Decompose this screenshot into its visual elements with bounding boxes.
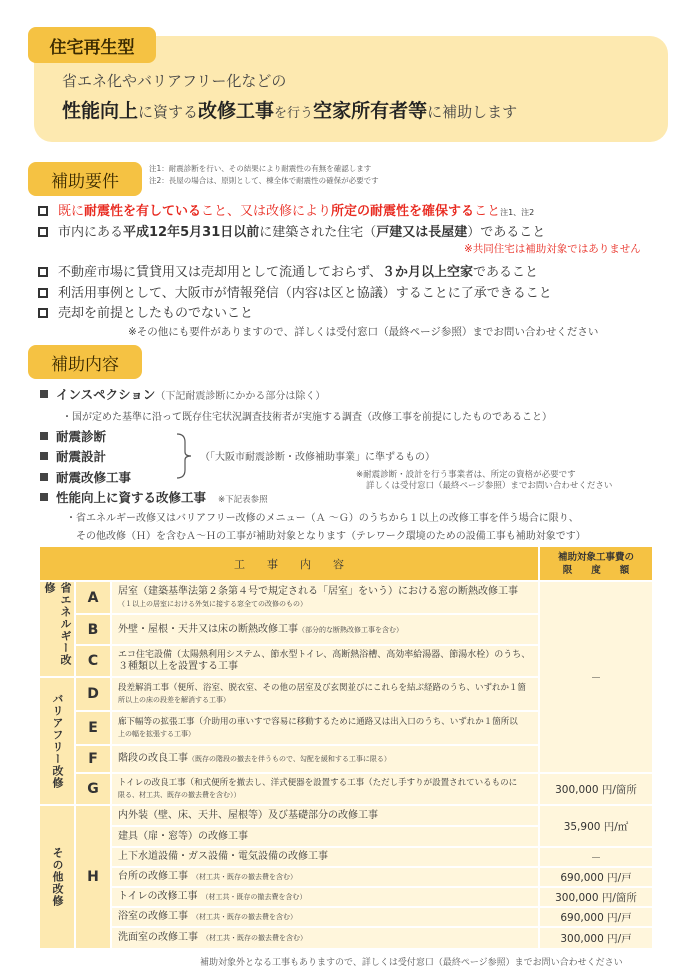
requirements-other: ※その他にも要件がありますので、詳しくは受付窓口（最終ページ参照）までお問い合わせください [128, 326, 599, 338]
content-perf: 性能向上に資する改修工事 ※下記表参照 [40, 488, 268, 506]
cost-h-6: 690,000 円/戸 [540, 908, 652, 926]
cost-g: 300,000 円/箇所 [540, 774, 652, 804]
table-row [40, 848, 652, 866]
table-row [40, 868, 652, 886]
hero-subtitle: 省エネ化やバリアフリー化などの [62, 72, 287, 90]
bullet-square-icon [40, 452, 48, 460]
hero-tag: 住宅再生型 [28, 27, 156, 63]
row-desc: エコ住宅設備（太陽熱利用システム、節水型トイレ、高断熱浴槽、高効率給湯器、節湯水栓）のうち、 ３種類以上を設置する工事 [112, 646, 538, 676]
hero-text-6: に補助します [427, 103, 518, 121]
table-row [40, 928, 652, 948]
content-seismic-diag: 耐震診断 [40, 427, 106, 445]
row-desc: 内外装（壁、床、天井、屋根等）及び基礎部分の改修工事 [112, 806, 538, 825]
category-other: その他改修 [40, 806, 74, 948]
table-header [40, 547, 652, 580]
inspection-desc: ・国が定めた基準に沿って既存住宅状況調査技術者が実施する調査（改修工事を前提にしたものであること） [62, 412, 552, 423]
row-letter: A [76, 582, 110, 613]
content-seismic-work: 耐震改修工事 [40, 468, 131, 486]
header-work: 工 事 内 容 [40, 547, 538, 580]
row-desc: 上下水道設備・ガス設備・電気設備の改修工事 [112, 848, 538, 866]
requirement-4: 利活用事例として、大阪市が情報発信（内容は区と協議）することに了承できること [38, 282, 552, 301]
row-desc: 段差解消工事（便所、浴室、脱衣室、その他の居室及び玄関並びにこれらを結ぶ経路のうち、いずれか１箇 所以上の床の段差を解消する工事） [112, 678, 538, 710]
content-seismic-design: 耐震設計 [40, 447, 106, 465]
requirement-1: 既に耐震性を有していること、又は改修により所定の耐震性を確保すること注1、注2 [38, 200, 534, 219]
bullet-square-icon [40, 432, 48, 440]
contents-tag: 補助内容 [28, 345, 142, 379]
row-desc: トイレの改修工事 （材工共・既存の撤去費を含む） [112, 888, 538, 906]
note-2: 注2：長屋の場合は、原則として、棟全体で耐震性の確保が必要です [149, 176, 379, 185]
table-row [40, 774, 652, 804]
row-desc: 階段の改良工事 （既存の階段の撤去を伴うもので、勾配を緩和する工事に限る） [112, 746, 538, 772]
checkbox-icon [38, 267, 48, 277]
requirements-tag: 補助要件 [28, 162, 142, 196]
category-energy: 省エネルギー改修 [40, 582, 74, 676]
row-desc: 外壁・屋根・天井又は床の断熱改修工事 （部分的な断熱改修工事を含む） [112, 615, 538, 644]
row-letter: D [76, 678, 110, 710]
row-letter: C [76, 646, 110, 676]
row-desc: 台所の改修工事 （材工共・既存の撤去費を含む） [112, 868, 538, 886]
requirement-2: 市内にある平成12年5月31日以前に建築された住宅（戸建又は長屋建）であること [38, 221, 545, 240]
bullet-square-icon [40, 390, 48, 398]
row-desc: 廊下幅等の拡張工事（介助用の車いすで容易に移動するために通路又は出入口のうち、いずれか１箇所以 上の幅を拡張する工事） [112, 712, 538, 744]
hero-perf: 性能向上 [62, 100, 139, 122]
checkbox-icon [38, 206, 48, 216]
row-desc: 居室（建築基準法第２条第４号で規定される「居室」をいう）における窓の断熱改修工事 （１以上の居室における外気に接する窓全ての改修のもの） [112, 582, 538, 613]
hero-text-4: を行う [274, 106, 314, 121]
row-letter: B [76, 615, 110, 644]
note-1: 注1：耐震診断を行い、その結果により耐震性の有無を確認します [149, 164, 372, 173]
seismic-bracket-text: （「大阪市耐震診断・改修補助事業」に準ずるもの） [200, 452, 435, 463]
bullet-square-icon [40, 473, 48, 481]
table-row [40, 908, 652, 926]
checkbox-icon [38, 308, 48, 318]
requirement-3: 不動産市場に賃貸用又は売却用として流通しておらず、３か月以上空家であること [38, 261, 538, 280]
cost-a-to-f: － [540, 582, 652, 772]
row-desc: 浴室の改修工事 （材工共・既存の撤去費を含む） [112, 908, 538, 926]
seismic-note-2: 詳しくは受付窓口（最終ページ参照）までお問い合わせください [366, 481, 613, 491]
footer-note: 補助対象外となる工事もありますので、詳しくは受付窓口（最終ページ参照）までお問い合わせください [200, 958, 623, 968]
cost-h-1-2: 35,900 円/㎡ [540, 806, 652, 846]
checkbox-icon [38, 227, 48, 237]
header-cost: 補助対象工事費の 限 度 額 [540, 547, 652, 580]
table-row [40, 888, 652, 906]
hero-owner: 空家所有者等 [313, 100, 428, 122]
row-desc: 洗面室の改修工事 （材工共・既存の撤去費を含む） [112, 928, 538, 948]
hero-text-2: に資する [138, 103, 199, 121]
hero-work: 改修工事 [198, 100, 275, 122]
cost-h-7: 300,000 円/戸 [540, 928, 652, 948]
seismic-note-1: ※耐震診断・設計を行う事業者は、所定の資格が必要です [356, 470, 576, 480]
category-barrier: バリアフリー改修 [40, 678, 74, 804]
cost-h-5: 300,000 円/箇所 [540, 888, 652, 906]
row-letter: F [76, 746, 110, 772]
requirement-2-note: ※共同住宅は補助対象ではありません [464, 243, 641, 255]
requirements-notes [149, 163, 379, 187]
requirement-5: 売却を前提としたものでないこと [38, 302, 253, 321]
checkbox-icon [38, 288, 48, 298]
row-letter: G [76, 774, 110, 804]
hero-headline [62, 96, 517, 123]
bullet-square-icon [40, 493, 48, 501]
cost-h-3: － [540, 848, 652, 866]
perf-desc-2: その他改修（Ｈ）を含むＡ～Ｈの工事が補助対象となります（テレワーク環境のための設備工事も補助対象です） [76, 531, 586, 542]
content-inspection: インスペクション（下記耐震診断にかかる部分は除く） [40, 385, 325, 403]
perf-desc-1: ・省エネルギー改修又はバリアフリー改修のメニュー（Ａ ～Ｇ）のうちから１以上の改修工事を伴う場合に限り、 [66, 513, 579, 524]
row-desc: トイレの改良工事（和式便所を撤去し、洋式便器を設置する工事（ただし手すりが設置されているものに 限る、材工共、既存の撤去費を含む）） [112, 774, 538, 804]
row-letter-h: H [76, 806, 110, 948]
cost-h-4: 690,000 円/戸 [540, 868, 652, 886]
row-letter: E [76, 712, 110, 744]
bracket-icon [175, 432, 195, 480]
row-desc: 建具（扉・窓等）の改修工事 [112, 827, 538, 846]
